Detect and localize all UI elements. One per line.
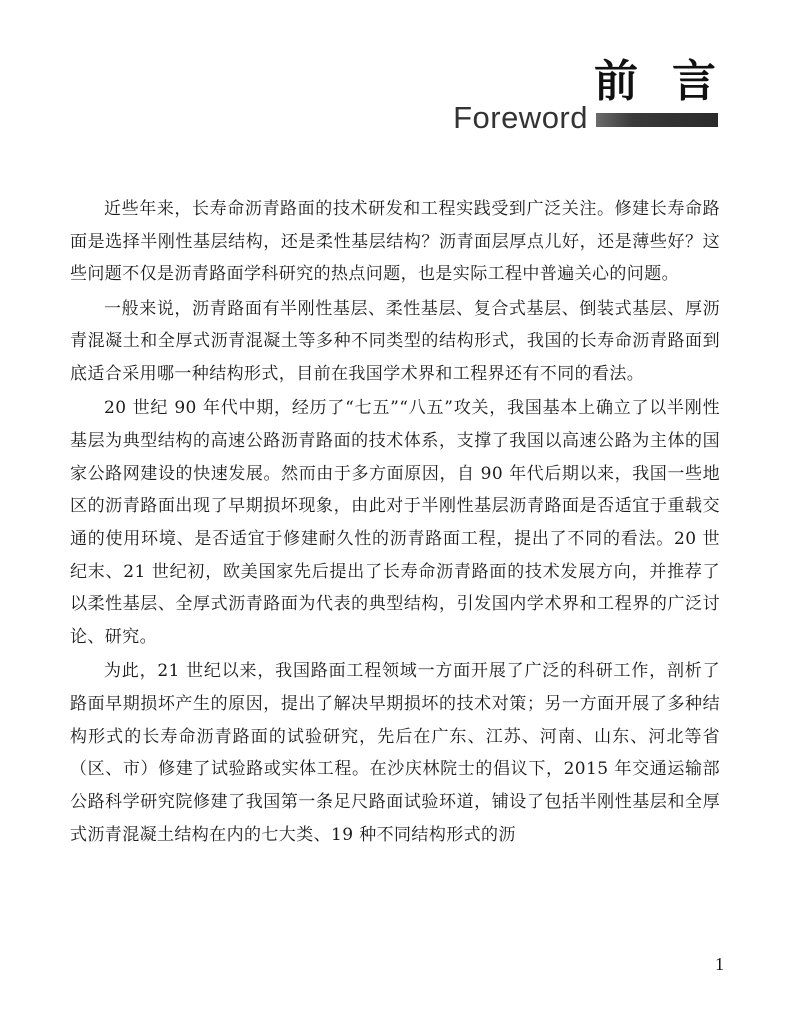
paragraph-4: 为此，21 世纪以来，我国路面工程领域一方面开展了广泛的科研工作，剖析了路面早期损坏产生的原因，提出了解决早期损坏的技术对策；另一方面开展了多种结构形式的长寿命沥青路面的试验研究，先后在广东、江苏、河南、山东、河北等省（区、市）修建了试验路或实体工程。在沙庆林院士的倡议下，2015 年交通运输部公路科学研究院修建了我国第一条足尺路面试验环道，铺设了包括半刚性基层和全厚式沥青混凝土结构在内的七大类、19 种不同结构形式的沥 bbox=[70, 661, 721, 845]
page-header bbox=[0, 0, 790, 140]
decorative-bar bbox=[596, 113, 718, 127]
page-number: 1 bbox=[715, 954, 724, 974]
subtitle-row bbox=[453, 101, 718, 135]
paragraph-2: 一般来说，沥青路面有半刚性基层、柔性基层、复合式基层、倒装式基层、厚沥青混凝土和全厚式沥青混凝土等多种不同类型的结构形式，我国的长寿命沥青路面到底适合采用哪一种结构形式，目前在我国学术界和工程界还有不同的看法。 bbox=[70, 298, 720, 385]
body-text bbox=[70, 193, 720, 853]
paragraph-1: 近些年来，长寿命沥青路面的技术研发和工程实践受到广泛关注。修建长寿命路面是选择半刚性基层结构，还是柔性基层结构？沥青面层厚点儿好，还是薄些好？这些问题不仅是沥青路面学科研究的热点问题，也是实际工程中普遍关心的问题。 bbox=[70, 199, 720, 285]
page-title: 前言 bbox=[594, 56, 750, 107]
paragraph-3: 20 世纪 90 年代中期，经历了“七五”“八五”攻关，我国基本上确立了以半刚性基层为典型结构的高速公路沥青路面的技术体系，支撑了我国以高速公路为主体的国家公路网建设的快速发展。然而由于多方面原因，自 90 年代后期以来，我国一些地区的沥青路面出现了早期损坏现象，由此对于半刚性基层沥青路面是否适宜于重载交通的使用环境、是否适宜于修建耐久性的沥青路面工程，提出了不同的看法。20 世纪末、21 世纪初，欧美国家先后提出了长寿命沥青路面的技术发展方向，并推荐了以柔性基层、全厚式沥青路面为代表的典型结构，引发国内学术界和工程界的广泛讨论、研究。 bbox=[70, 398, 720, 648]
page-subtitle: Foreword bbox=[453, 100, 588, 135]
